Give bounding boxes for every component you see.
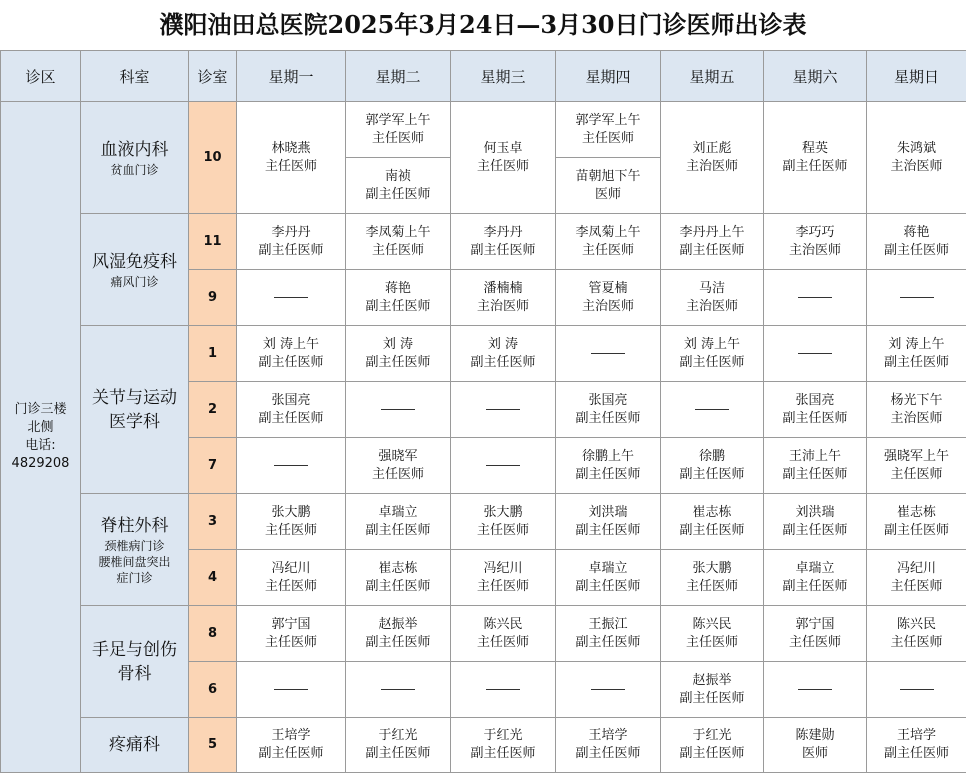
dash: [486, 689, 520, 690]
doctor-text: 副主任医师: [365, 186, 431, 202]
doctor-text: 蒋艳: [903, 224, 930, 240]
doctor-text: 崔志栋: [896, 504, 936, 520]
doctor-cell: [237, 606, 346, 662]
empty-cell: [867, 662, 966, 718]
room-number: 3: [189, 494, 237, 550]
doctor-text: 刘 涛上午: [262, 336, 320, 352]
doctor-text: 主任医师: [476, 158, 529, 174]
doctor-text: 副主任医师: [258, 354, 324, 370]
dept-blood: 血液内科 贫血门诊: [81, 102, 189, 214]
room-number: 5: [189, 718, 237, 773]
header-mon: 星期一: [237, 51, 346, 102]
doctor-cell: [764, 550, 867, 606]
doctor-cell: [237, 550, 346, 606]
doctor-text: 主治医师: [890, 410, 943, 426]
doctor-text: 副主任医师: [883, 522, 949, 538]
doctor-cell: [661, 214, 764, 270]
doctor-text: 副主任医师: [679, 746, 745, 761]
doctor-text: 主任医师: [264, 578, 317, 594]
doctor-text: 副主任医师: [679, 522, 745, 538]
header-sat: 星期六: [764, 51, 867, 102]
page-title: 濮阳油田总医院2025年3月24日—3月30日门诊医师出诊表: [159, 10, 807, 39]
doctor-cell: [764, 214, 867, 270]
doctor-text: 李丹丹: [271, 224, 311, 240]
doctor-cell: [867, 102, 966, 214]
doctor-text: 副主任医师: [883, 746, 949, 761]
doctor-cell: [764, 494, 867, 550]
doctor-text: 副主任医师: [575, 578, 641, 594]
doctor-cell: [237, 494, 346, 550]
doctor-cell: [867, 606, 966, 662]
dash: [381, 689, 415, 690]
doctor-text: 崔志栋: [692, 504, 732, 520]
doctor-text: 于红光: [692, 728, 732, 743]
dept-rheumatology: 风湿免疫科 痛风门诊: [81, 214, 189, 326]
doctor-text: 医师: [594, 186, 621, 202]
doctor-text: 副主任医师: [575, 466, 641, 482]
doctor-text: 主任医师: [371, 130, 424, 146]
doctor-text: 李凤菊上午: [575, 224, 641, 240]
schedule-table: [0, 50, 966, 773]
doctor-text: 主任医师: [685, 578, 738, 594]
clinic-area: [1, 102, 81, 773]
doctor-cell: [346, 214, 451, 270]
doctor-cell-split: [556, 102, 661, 214]
doctor-text: 赵振举: [378, 616, 418, 632]
doctor-text: 刘正彪: [692, 140, 732, 156]
doctor-text: 陈建勋: [795, 728, 835, 743]
table-row: [1, 102, 966, 214]
doctor-text: 徐鹏: [698, 448, 725, 464]
header-area: 诊区: [1, 51, 81, 102]
doctor-cell: [764, 382, 867, 438]
doctor-text: 崔志栋: [378, 560, 418, 576]
doctor-cell: [237, 718, 346, 773]
doctor-text: 主任医师: [890, 578, 943, 594]
doctor-text: 张国亮: [271, 392, 311, 408]
doctor-cell: [661, 662, 764, 718]
doctor-text: 主任医师: [371, 242, 424, 258]
doctor-text: 主任医师: [476, 522, 529, 538]
doctor-cell: [556, 718, 661, 773]
doctor-cell: [451, 606, 556, 662]
doctor-text: 主任医师: [890, 466, 943, 482]
dash: [900, 689, 934, 690]
dash: [486, 409, 520, 410]
table-row: [1, 326, 966, 382]
doctor-text: 副主任医师: [258, 410, 324, 426]
doctor-text: 副主任医师: [575, 522, 641, 538]
doctor-text: 副主任医师: [782, 158, 848, 174]
doctor-text: 王沛上午: [788, 448, 841, 464]
header-room: 诊室: [189, 51, 237, 102]
doctor-text: 副主任医师: [470, 354, 536, 370]
doctor-text: 刘 涛: [382, 336, 414, 352]
doctor-text: 李丹丹: [483, 224, 523, 240]
doctor-cell: [661, 270, 764, 326]
empty-cell: [764, 662, 867, 718]
empty-cell: [451, 438, 556, 494]
doctor-text: 主任医师: [581, 130, 634, 146]
dash: [798, 689, 832, 690]
header-dept: 科室: [81, 51, 189, 102]
doctor-text: 副主任医师: [365, 634, 431, 650]
doctor-cell: [346, 718, 451, 773]
empty-cell: [661, 382, 764, 438]
doctor-text: 王培学: [588, 728, 628, 743]
doctor-text: 于红光: [378, 728, 418, 743]
header-wed: 星期三: [451, 51, 556, 102]
doctor-text: 强晓军: [378, 448, 418, 464]
empty-cell: [237, 438, 346, 494]
doctor-cell: [661, 438, 764, 494]
table-row: [1, 718, 966, 773]
doctor-text: 郭宁国: [271, 616, 311, 632]
doctor-text: 南祯: [384, 168, 411, 184]
doctor-cell: [346, 438, 451, 494]
empty-cell: [237, 662, 346, 718]
room-number: 9: [189, 270, 237, 326]
empty-cell: [764, 270, 867, 326]
room-number: 1: [189, 326, 237, 382]
doctor-text: 郭学军上午: [365, 112, 431, 128]
room-number: 10: [189, 102, 237, 214]
doctor-text: 主治医师: [476, 298, 529, 314]
doctor-text: 张国亮: [588, 392, 628, 408]
empty-cell: [867, 270, 966, 326]
doctor-text: 副主任医师: [365, 746, 431, 761]
doctor-text: 主治医师: [685, 158, 738, 174]
doctor-text: 副主任医师: [679, 354, 745, 370]
header-fri: 星期五: [661, 51, 764, 102]
doctor-cell: [661, 102, 764, 214]
doctor-text: 卓瑞立: [588, 560, 628, 576]
doctor-text: 卓瑞立: [795, 560, 835, 576]
doctor-text: 刘 涛上午: [888, 336, 945, 352]
doctor-text: 副主任医师: [883, 354, 949, 370]
room-number: 11: [189, 214, 237, 270]
doctor-text: 马洁: [698, 280, 725, 296]
doctor-text: 李凤菊上午: [365, 224, 431, 240]
doctor-text: 主任医师: [890, 634, 943, 650]
doctor-cell: [661, 494, 764, 550]
doctor-cell: [346, 606, 451, 662]
doctor-text: 主治医师: [890, 158, 943, 174]
doctor-text: 副主任医师: [575, 746, 641, 761]
area-floor: 门诊三楼: [14, 402, 67, 417]
doctor-cell: [451, 102, 556, 214]
doctor-cell: [764, 438, 867, 494]
dept-joint-sports: 关节与运动 医学科: [81, 326, 189, 494]
doctor-text: 张大鹏: [271, 504, 311, 520]
doctor-text: 管夏楠: [588, 280, 628, 296]
doctor-cell: [451, 718, 556, 773]
doctor-cell: [346, 326, 451, 382]
doctor-text: 主治医师: [788, 242, 841, 258]
dash: [798, 353, 832, 354]
doctor-text: 副主任医师: [679, 690, 745, 706]
area-phone-label: 电话:: [25, 438, 56, 453]
doctor-cell: [346, 550, 451, 606]
empty-cell: [346, 662, 451, 718]
doctor-text: 副主任医师: [470, 746, 536, 761]
doctor-text: 王培学: [271, 728, 311, 743]
doctor-text: 陈兴民: [483, 616, 523, 632]
doctor-text: 冯纪川: [271, 560, 311, 576]
doctor-cell: [556, 214, 661, 270]
doctor-cell: [867, 550, 966, 606]
doctor-cell: [556, 438, 661, 494]
doctor-text: 徐鹏上午: [581, 448, 634, 464]
doctor-text: 主任医师: [371, 466, 424, 482]
doctor-text: 副主任医师: [365, 298, 431, 314]
dash: [695, 409, 729, 410]
doctor-cell: [451, 550, 556, 606]
area-side: 北侧: [27, 420, 54, 435]
doctor-text: 主治医师: [685, 298, 738, 314]
doctor-text: 陈兴民: [692, 616, 732, 632]
doctor-cell: [867, 718, 966, 773]
doctor-text: 张大鹏: [692, 560, 732, 576]
doctor-cell: [237, 326, 346, 382]
doctor-cell: [556, 382, 661, 438]
empty-cell: [556, 326, 661, 382]
doctor-text: 李巧巧: [795, 224, 835, 240]
empty-cell: [451, 382, 556, 438]
doctor-text: 强晓军上午: [883, 448, 949, 464]
dash: [486, 465, 520, 466]
doctor-text: 冯纪川: [483, 560, 523, 576]
dash: [274, 689, 308, 690]
dash: [900, 297, 934, 298]
room-number: 4: [189, 550, 237, 606]
doctor-text: 赵振举: [692, 672, 732, 688]
doctor-text: 刘洪瑞: [795, 504, 835, 520]
header-row: [1, 51, 966, 102]
doctor-text: 副主任医师: [782, 522, 848, 538]
dash: [591, 689, 625, 690]
doctor-text: 张大鹏: [483, 504, 523, 520]
doctor-text: 李丹丹上午: [679, 224, 745, 240]
doctor-cell: [867, 494, 966, 550]
doctor-text: 主任医师: [264, 522, 317, 538]
room-number: 8: [189, 606, 237, 662]
doctor-cell: [556, 270, 661, 326]
doctor-cell: [867, 382, 966, 438]
doctor-cell: [237, 102, 346, 214]
dept-pain: 疼痛科: [81, 718, 189, 773]
doctor-text: 副主任医师: [679, 466, 745, 482]
doctor-text: 陈兴民: [896, 616, 936, 632]
doctor-text: 副主任医师: [365, 354, 431, 370]
doctor-text: 主任医师: [476, 634, 529, 650]
empty-cell: [237, 270, 346, 326]
area-phone: 4829208: [11, 456, 70, 471]
dash: [381, 409, 415, 410]
doctor-text: 副主任医师: [782, 466, 848, 482]
doctor-text: 主任医师: [476, 578, 529, 594]
room-number: 7: [189, 438, 237, 494]
doctor-cell: [346, 494, 451, 550]
room-number: 6: [189, 662, 237, 718]
doctor-text: 王培学: [896, 728, 936, 743]
doctor-text: 主任医师: [788, 634, 841, 650]
doctor-text: 副主任医师: [365, 578, 431, 594]
doctor-cell: [237, 214, 346, 270]
doctor-text: 何玉卓: [483, 140, 523, 156]
doctor-text: 苗朝旭下午: [575, 168, 641, 184]
doctor-text: 王振江: [588, 616, 628, 632]
doctor-cell: [661, 326, 764, 382]
empty-cell: [556, 662, 661, 718]
doctor-text: 刘 涛: [487, 336, 519, 352]
table-row: [1, 494, 966, 550]
doctor-cell: [451, 214, 556, 270]
doctor-cell-split: [346, 102, 451, 214]
doctor-cell: [451, 494, 556, 550]
doctor-cell: [451, 326, 556, 382]
doctor-text: 主任医师: [685, 634, 738, 650]
header-tue: 星期二: [346, 51, 451, 102]
empty-cell: [451, 662, 556, 718]
doctor-text: 副主任医师: [782, 578, 848, 594]
doctor-cell: [556, 494, 661, 550]
doctor-text: 潘楠楠: [483, 280, 523, 296]
doctor-text: 副主任医师: [883, 242, 949, 258]
empty-cell: [764, 326, 867, 382]
doctor-text: 副主任医师: [258, 242, 324, 258]
doctor-text: 蒋艳: [384, 280, 411, 296]
dash: [591, 353, 625, 354]
dept-hand-foot-trauma: 手足与创伤 骨科: [81, 606, 189, 718]
doctor-cell: [867, 214, 966, 270]
doctor-text: 医师: [801, 746, 828, 761]
doctor-text: 副主任医师: [470, 242, 536, 258]
doctor-cell: [764, 102, 867, 214]
doctor-cell: [556, 606, 661, 662]
table-row: [1, 606, 966, 662]
doctor-text: 于红光: [483, 728, 523, 743]
doctor-text: 程英: [801, 140, 828, 156]
doctor-text: 郭宁国: [795, 616, 835, 632]
dash: [274, 297, 308, 298]
table-row: [1, 214, 966, 270]
dept-spine: 脊柱外科 颈椎病门诊 腰椎间盘突出 症门诊: [81, 494, 189, 606]
doctor-text: 刘 涛上午: [683, 336, 741, 352]
header-thu: 星期四: [556, 51, 661, 102]
doctor-text: 刘洪瑞: [588, 504, 628, 520]
doctor-text: 副主任医师: [258, 746, 324, 761]
doctor-text: 副主任医师: [365, 522, 431, 538]
doctor-cell: [764, 606, 867, 662]
doctor-text: 主治医师: [581, 298, 634, 314]
doctor-cell: [556, 550, 661, 606]
doctor-cell: [867, 326, 966, 382]
dash: [798, 297, 832, 298]
doctor-text: 冯纪川: [896, 560, 936, 576]
doctor-text: 张国亮: [795, 392, 835, 408]
doctor-cell: [661, 550, 764, 606]
dash: [274, 465, 308, 466]
doctor-text: 林晓燕: [271, 140, 311, 156]
doctor-text: 副主任医师: [679, 242, 745, 258]
doctor-cell: [346, 270, 451, 326]
doctor-text: 副主任医师: [575, 634, 641, 650]
doctor-cell: [867, 438, 966, 494]
doctor-cell: [237, 382, 346, 438]
doctor-cell: [764, 718, 867, 773]
doctor-text: 主任医师: [581, 242, 634, 258]
room-number: 2: [189, 382, 237, 438]
doctor-text: 卓瑞立: [378, 504, 418, 520]
doctor-text: 郭学军上午: [575, 112, 641, 128]
doctor-cell: [451, 270, 556, 326]
doctor-cell: [661, 606, 764, 662]
doctor-text: 副主任医师: [782, 410, 848, 426]
empty-cell: [346, 382, 451, 438]
doctor-text: 朱鸿斌: [896, 140, 936, 156]
doctor-text: 杨光下午: [890, 392, 943, 408]
doctor-text: 主任医师: [264, 634, 317, 650]
doctor-cell: [661, 718, 764, 773]
header-sun: 星期日: [867, 51, 966, 102]
doctor-text: 主任医师: [264, 158, 317, 174]
doctor-text: 副主任医师: [575, 410, 641, 426]
